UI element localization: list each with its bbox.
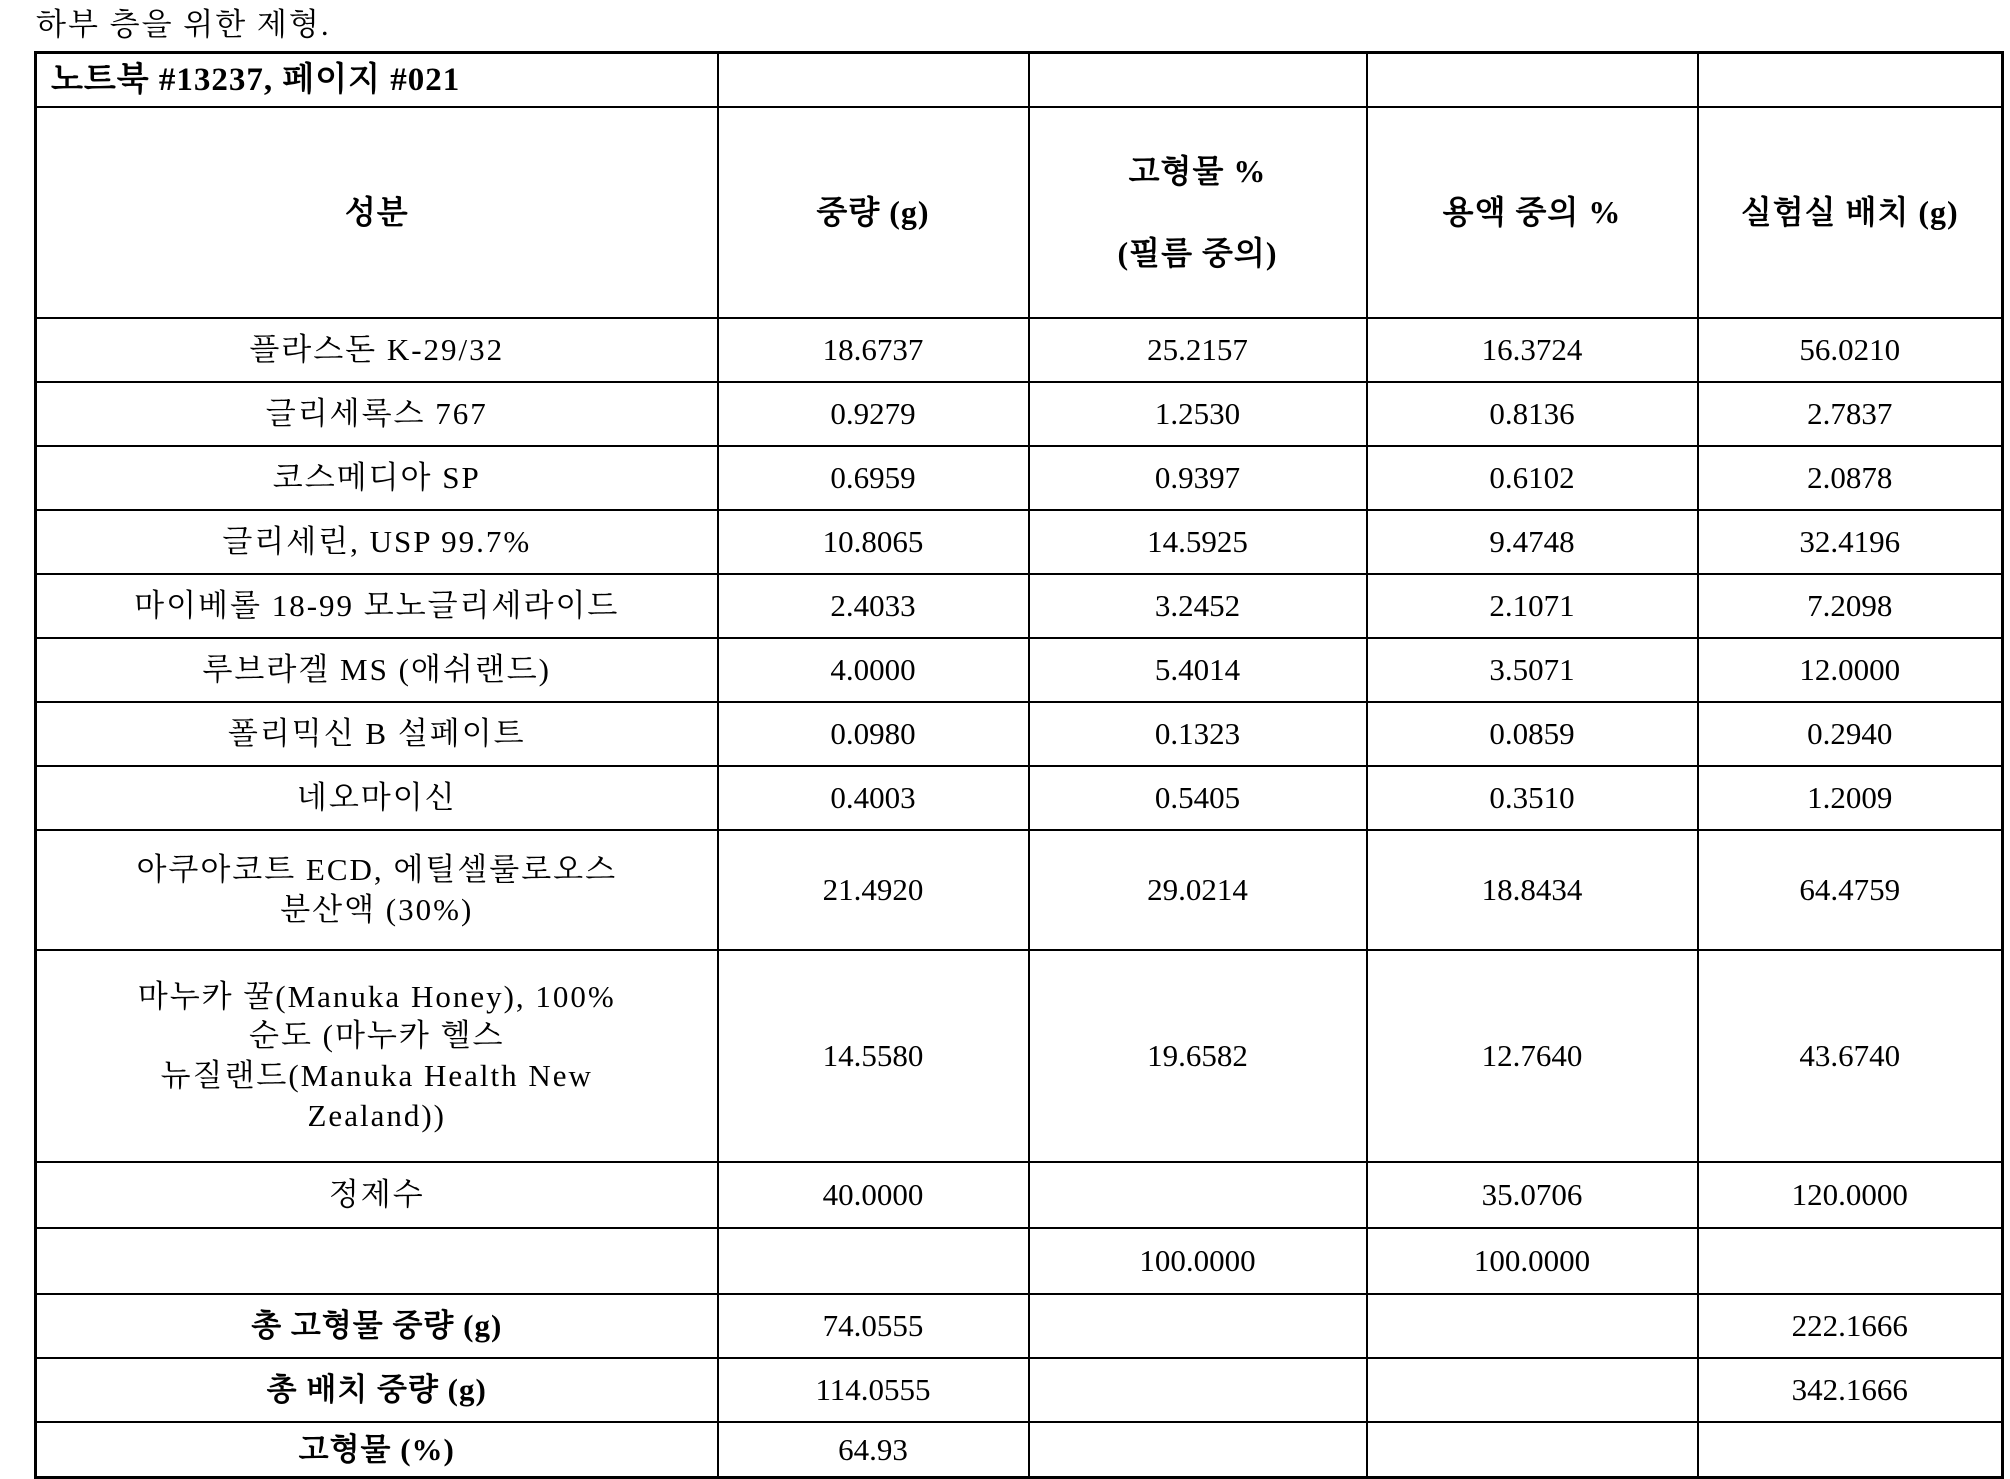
lab-batch-cell: 12.0000 bbox=[1698, 638, 2003, 702]
column-header-row bbox=[36, 107, 2003, 318]
table-row bbox=[36, 766, 2003, 830]
weight-cell: 0.0980 bbox=[718, 702, 1029, 766]
lab-batch-cell: 1.2009 bbox=[1698, 766, 2003, 830]
ingredient-cell: 마이베롤 18-99 모노글리세라이드 bbox=[36, 574, 718, 638]
lab-batch-cell bbox=[1698, 1422, 2003, 1478]
solids-cell: 29.0214 bbox=[1029, 830, 1367, 950]
ingredient-cell: 네오마이신 bbox=[36, 766, 718, 830]
weight-cell: 74.0555 bbox=[718, 1294, 1029, 1358]
table-row bbox=[36, 830, 2003, 950]
notebook-header-cell: 노트북 #13237, 페이지 #021 bbox=[36, 53, 718, 108]
weight-cell: 14.5580 bbox=[718, 950, 1029, 1162]
ingredient-cell: 마누카 꿀(Manuka Honey), 100% 순도 (마누카 헬스 뉴질랜드(Manuka Health New Zealand)) bbox=[36, 950, 718, 1162]
solids-cell: 19.6582 bbox=[1029, 950, 1367, 1162]
solution-cell: 3.5071 bbox=[1367, 638, 1698, 702]
lab-batch-cell bbox=[1698, 1228, 2003, 1294]
document-page bbox=[0, 6, 2010, 1467]
formulation-table bbox=[34, 51, 2004, 1479]
table-row bbox=[36, 382, 2003, 446]
solution-cell: 0.8136 bbox=[1367, 382, 1698, 446]
notebook-header-row bbox=[36, 53, 2003, 108]
weight-cell: 10.8065 bbox=[718, 510, 1029, 574]
weight-cell: 2.4033 bbox=[718, 574, 1029, 638]
lab-batch-cell: 56.0210 bbox=[1698, 318, 2003, 382]
lab-batch-cell: 120.0000 bbox=[1698, 1162, 2003, 1228]
ingredient-cell: 총 고형물 중량 (g) bbox=[36, 1294, 718, 1358]
weight-cell: 64.93 bbox=[718, 1422, 1029, 1478]
table-row bbox=[36, 1228, 2003, 1294]
page-caption: 하부 층을 위한 제형. bbox=[36, 7, 331, 42]
solids-cell: 14.5925 bbox=[1029, 510, 1367, 574]
solids-cell: 1.2530 bbox=[1029, 382, 1367, 446]
column-header-solids-line2: (필름 중의) bbox=[1117, 235, 1278, 272]
lab-batch-cell: 0.2940 bbox=[1698, 702, 2003, 766]
lab-batch-cell: 2.7837 bbox=[1698, 382, 2003, 446]
lab-batch-cell: 64.4759 bbox=[1698, 830, 2003, 950]
solids-cell: 0.9397 bbox=[1029, 446, 1367, 510]
solution-cell: 0.0859 bbox=[1367, 702, 1698, 766]
empty-cell bbox=[1029, 53, 1367, 108]
ingredient-cell: 폴리믹신 B 설페이트 bbox=[36, 702, 718, 766]
solution-cell: 18.8434 bbox=[1367, 830, 1698, 950]
lab-batch-cell: 43.6740 bbox=[1698, 950, 2003, 1162]
weight-cell: 0.4003 bbox=[718, 766, 1029, 830]
column-header-solids bbox=[1029, 107, 1367, 318]
table-row bbox=[36, 1294, 2003, 1358]
ingredient-cell: 루브라겔 MS (애쉬랜드) bbox=[36, 638, 718, 702]
table-row bbox=[36, 1358, 2003, 1422]
solids-cell bbox=[1029, 1294, 1367, 1358]
ingredient-cell bbox=[36, 1228, 718, 1294]
solids-cell: 5.4014 bbox=[1029, 638, 1367, 702]
solution-cell: 12.7640 bbox=[1367, 950, 1698, 1162]
solids-cell bbox=[1029, 1422, 1367, 1478]
ingredient-cell: 아쿠아코트 ECD, 에틸셀룰로오스 분산액 (30%) bbox=[36, 830, 718, 950]
solids-cell: 0.5405 bbox=[1029, 766, 1367, 830]
table-row bbox=[36, 702, 2003, 766]
column-header-solution: 용액 중의 % bbox=[1367, 107, 1698, 318]
ingredient-cell: 코스메디아 SP bbox=[36, 446, 718, 510]
ingredient-cell: 총 배치 중량 (g) bbox=[36, 1358, 718, 1422]
solution-cell: 100.0000 bbox=[1367, 1228, 1698, 1294]
weight-cell: 40.0000 bbox=[718, 1162, 1029, 1228]
weight-cell: 0.9279 bbox=[718, 382, 1029, 446]
solids-cell: 100.0000 bbox=[1029, 1228, 1367, 1294]
solids-cell: 3.2452 bbox=[1029, 574, 1367, 638]
lab-batch-cell: 7.2098 bbox=[1698, 574, 2003, 638]
column-header-solids-line1: 고형물 % bbox=[1128, 153, 1267, 190]
ingredient-cell: 고형물 (%) bbox=[36, 1422, 718, 1478]
solids-cell: 25.2157 bbox=[1029, 318, 1367, 382]
lab-batch-cell: 32.4196 bbox=[1698, 510, 2003, 574]
weight-cell: 18.6737 bbox=[718, 318, 1029, 382]
weight-cell: 21.4920 bbox=[718, 830, 1029, 950]
table-row bbox=[36, 318, 2003, 382]
solution-cell: 2.1071 bbox=[1367, 574, 1698, 638]
lab-batch-cell: 222.1666 bbox=[1698, 1294, 2003, 1358]
ingredient-cell: 글리세린, USP 99.7% bbox=[36, 510, 718, 574]
solution-cell: 0.6102 bbox=[1367, 446, 1698, 510]
solids-cell bbox=[1029, 1358, 1367, 1422]
table-row bbox=[36, 574, 2003, 638]
column-header-weight: 중량 (g) bbox=[718, 107, 1029, 318]
solution-cell: 0.3510 bbox=[1367, 766, 1698, 830]
table-row bbox=[36, 510, 2003, 574]
table-row bbox=[36, 1422, 2003, 1478]
ingredient-cell: 플라스돈 K-29/32 bbox=[36, 318, 718, 382]
table-row bbox=[36, 1162, 2003, 1228]
empty-cell bbox=[1698, 53, 2003, 108]
table-row bbox=[36, 638, 2003, 702]
column-header-ingredient: 성분 bbox=[36, 107, 718, 318]
solution-cell bbox=[1367, 1294, 1698, 1358]
lab-batch-cell: 2.0878 bbox=[1698, 446, 2003, 510]
empty-cell bbox=[718, 53, 1029, 108]
solution-cell bbox=[1367, 1422, 1698, 1478]
column-header-lab-batch: 실험실 배치 (g) bbox=[1698, 107, 2003, 318]
solution-cell: 16.3724 bbox=[1367, 318, 1698, 382]
weight-cell: 114.0555 bbox=[718, 1358, 1029, 1422]
ingredient-cell: 정제수 bbox=[36, 1162, 718, 1228]
weight-cell: 0.6959 bbox=[718, 446, 1029, 510]
weight-cell bbox=[718, 1228, 1029, 1294]
table-row bbox=[36, 446, 2003, 510]
solids-cell: 0.1323 bbox=[1029, 702, 1367, 766]
solution-cell bbox=[1367, 1358, 1698, 1422]
weight-cell: 4.0000 bbox=[718, 638, 1029, 702]
ingredient-cell: 글리세록스 767 bbox=[36, 382, 718, 446]
solids-cell bbox=[1029, 1162, 1367, 1228]
empty-cell bbox=[1367, 53, 1698, 108]
solution-cell: 9.4748 bbox=[1367, 510, 1698, 574]
lab-batch-cell: 342.1666 bbox=[1698, 1358, 2003, 1422]
formulation-table-body bbox=[36, 53, 2003, 1478]
solution-cell: 35.0706 bbox=[1367, 1162, 1698, 1228]
table-row bbox=[36, 950, 2003, 1162]
